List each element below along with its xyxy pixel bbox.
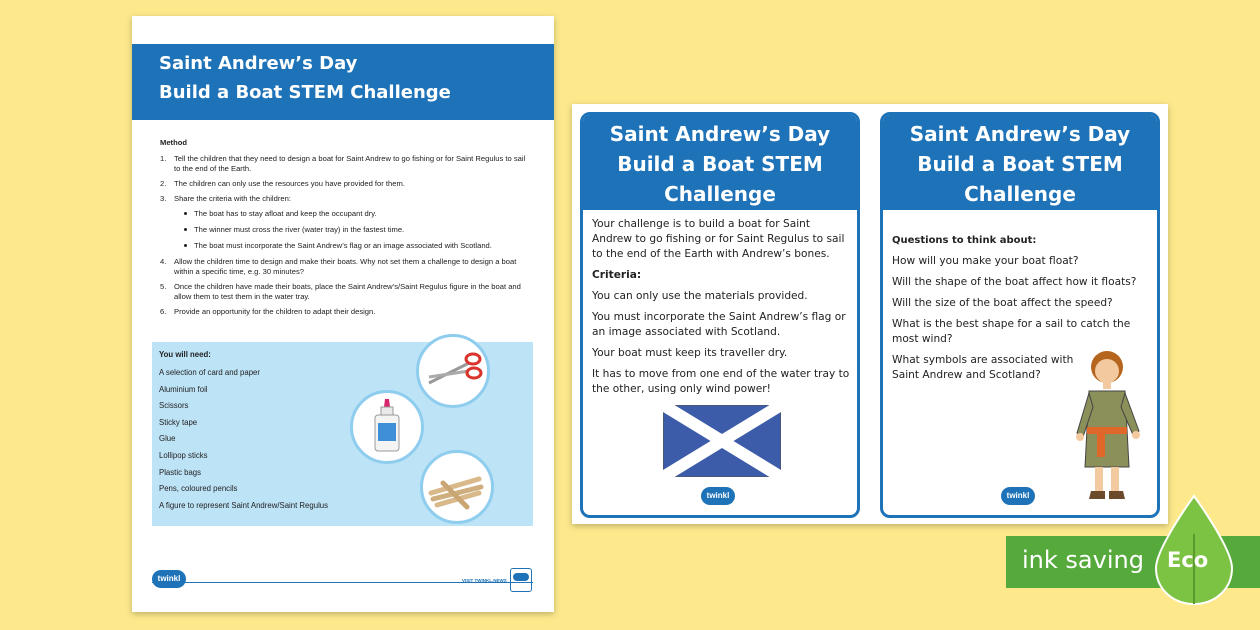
method-step: 5. Once the children have made their boats, place the Saint Andrew’s/Saint Regulus figure in the boat and allow them to test them in the water tray. <box>160 282 521 301</box>
twinkl-logo: twinkl <box>701 487 735 505</box>
material-item: A figure to represent Saint Andrew/Saint Regulus <box>159 500 329 510</box>
criteria-item: You must incorporate the Saint Andrew’s flag or an image associated with Scotland. <box>592 311 846 338</box>
method-step: 2. The children can only use the resources you have provided for them. <box>160 179 405 188</box>
card-title-line2: Build a Boat STEM <box>917 152 1123 176</box>
criteria-item: The boat has to stay afloat and keep the occupant dry. <box>174 209 530 219</box>
criteria-heading: Criteria: <box>592 269 642 281</box>
glue-bottle-icon <box>350 390 424 464</box>
card-title-banner <box>883 115 1157 210</box>
questions-card <box>880 112 1160 518</box>
material-item: A selection of card and paper <box>159 368 260 377</box>
method-step: 1. Tell the children that they need to design a boat for Saint Andrew to go fishing or for Saint Regulus to sail to the end of the Earth. <box>160 154 526 173</box>
sheet-title-line1: Saint Andrew’s Day <box>159 53 358 74</box>
method-heading: Method <box>160 138 187 147</box>
challenge-card <box>580 112 860 518</box>
card-title-line1: Saint Andrew’s Day <box>609 122 831 146</box>
twinkl-logo: twinkl <box>152 570 186 588</box>
method-steps <box>160 154 530 317</box>
question-item: Will the size of the boat affect the speed? <box>892 297 1113 309</box>
card-title-line1: Saint Andrew’s Day <box>909 122 1131 146</box>
eco-label: Eco <box>1167 548 1209 572</box>
visit-link-text: VISIT TWINKL.NEWS <box>462 578 507 583</box>
material-item: Scissors <box>159 401 189 411</box>
criteria-list <box>174 209 530 251</box>
criteria-item: It has to move from one end of the water tray to the other, using only wind power! <box>592 368 850 395</box>
criteria-item: The winner must cross the river (water tray) in the fastest time. <box>174 225 530 235</box>
material-item: Aluminium foil <box>159 384 208 394</box>
question-item: How will you make your boat float? <box>892 255 1079 267</box>
method-step: 6. Provide an opportunity for the children to adapt their design. <box>160 307 376 316</box>
saint-andrew-figure-icon <box>1069 347 1145 507</box>
material-item: Lollipop sticks <box>159 450 208 460</box>
material-item: Glue <box>159 434 176 444</box>
sheet-title-banner <box>132 44 554 120</box>
questions-heading: Questions to think about: <box>892 235 1037 246</box>
criteria-item: Your boat must keep its traveller dry. <box>592 347 788 359</box>
you-will-need-panel <box>152 342 533 526</box>
card-content <box>592 217 850 403</box>
lollipop-sticks-icon <box>420 450 494 524</box>
activity-sheet <box>132 16 554 612</box>
card-title-line3: Challenge <box>964 182 1076 206</box>
question-item: Will the shape of the boat affect how it floats? <box>892 276 1137 288</box>
criteria-item: You can only use the materials provided. <box>592 290 808 302</box>
scissors-icon <box>416 334 490 408</box>
method-section <box>160 138 530 322</box>
ink-saving-text: ink saving <box>1022 546 1144 574</box>
card-title-line3: Challenge <box>664 182 776 206</box>
saltire-flag-icon <box>663 405 781 477</box>
twinkl-logo: twinkl <box>1001 487 1035 505</box>
card-title-line2: Build a Boat STEM <box>617 152 823 176</box>
qr-logo-icon <box>510 568 532 592</box>
you-will-need-title: You will need: <box>159 350 211 359</box>
challenge-cards-panel <box>572 104 1168 524</box>
sheet-title-line2: Build a Boat STEM Challenge <box>159 82 451 103</box>
question-item: What is the best shape for a sail to catch the most wind? <box>892 318 1131 345</box>
material-item: Sticky tape <box>159 417 198 427</box>
material-item: Plastic bags <box>159 467 202 477</box>
challenge-intro: Your challenge is to build a boat for Saint Andrew to go fishing or for Saint Regulus to sail to the end of the Earth with Andrew’s bones. <box>592 218 845 260</box>
method-step: 4. Allow the children time to design and make their boats. Why not set them a challenge to design a boat within a specific time, e.g. 30 minutes? <box>160 257 517 276</box>
card-title-banner <box>583 115 857 210</box>
method-step: 3. Share the criteria with the children: The boat has to stay afloat and keep the occupant dry. The winner must cross the river (water tray) in the fastest time. The boat must incorporate the Saint Andrew’s flag or an image associated with Scotland. <box>160 194 530 251</box>
material-item: Pens, coloured pencils <box>159 484 238 494</box>
criteria-item: The boat must incorporate the Saint Andrew’s flag or an image associated with Scotland. <box>174 241 530 251</box>
materials-list <box>159 368 328 517</box>
question-item: What symbols are associated with Saint Andrew and Scotland? <box>892 354 1074 381</box>
